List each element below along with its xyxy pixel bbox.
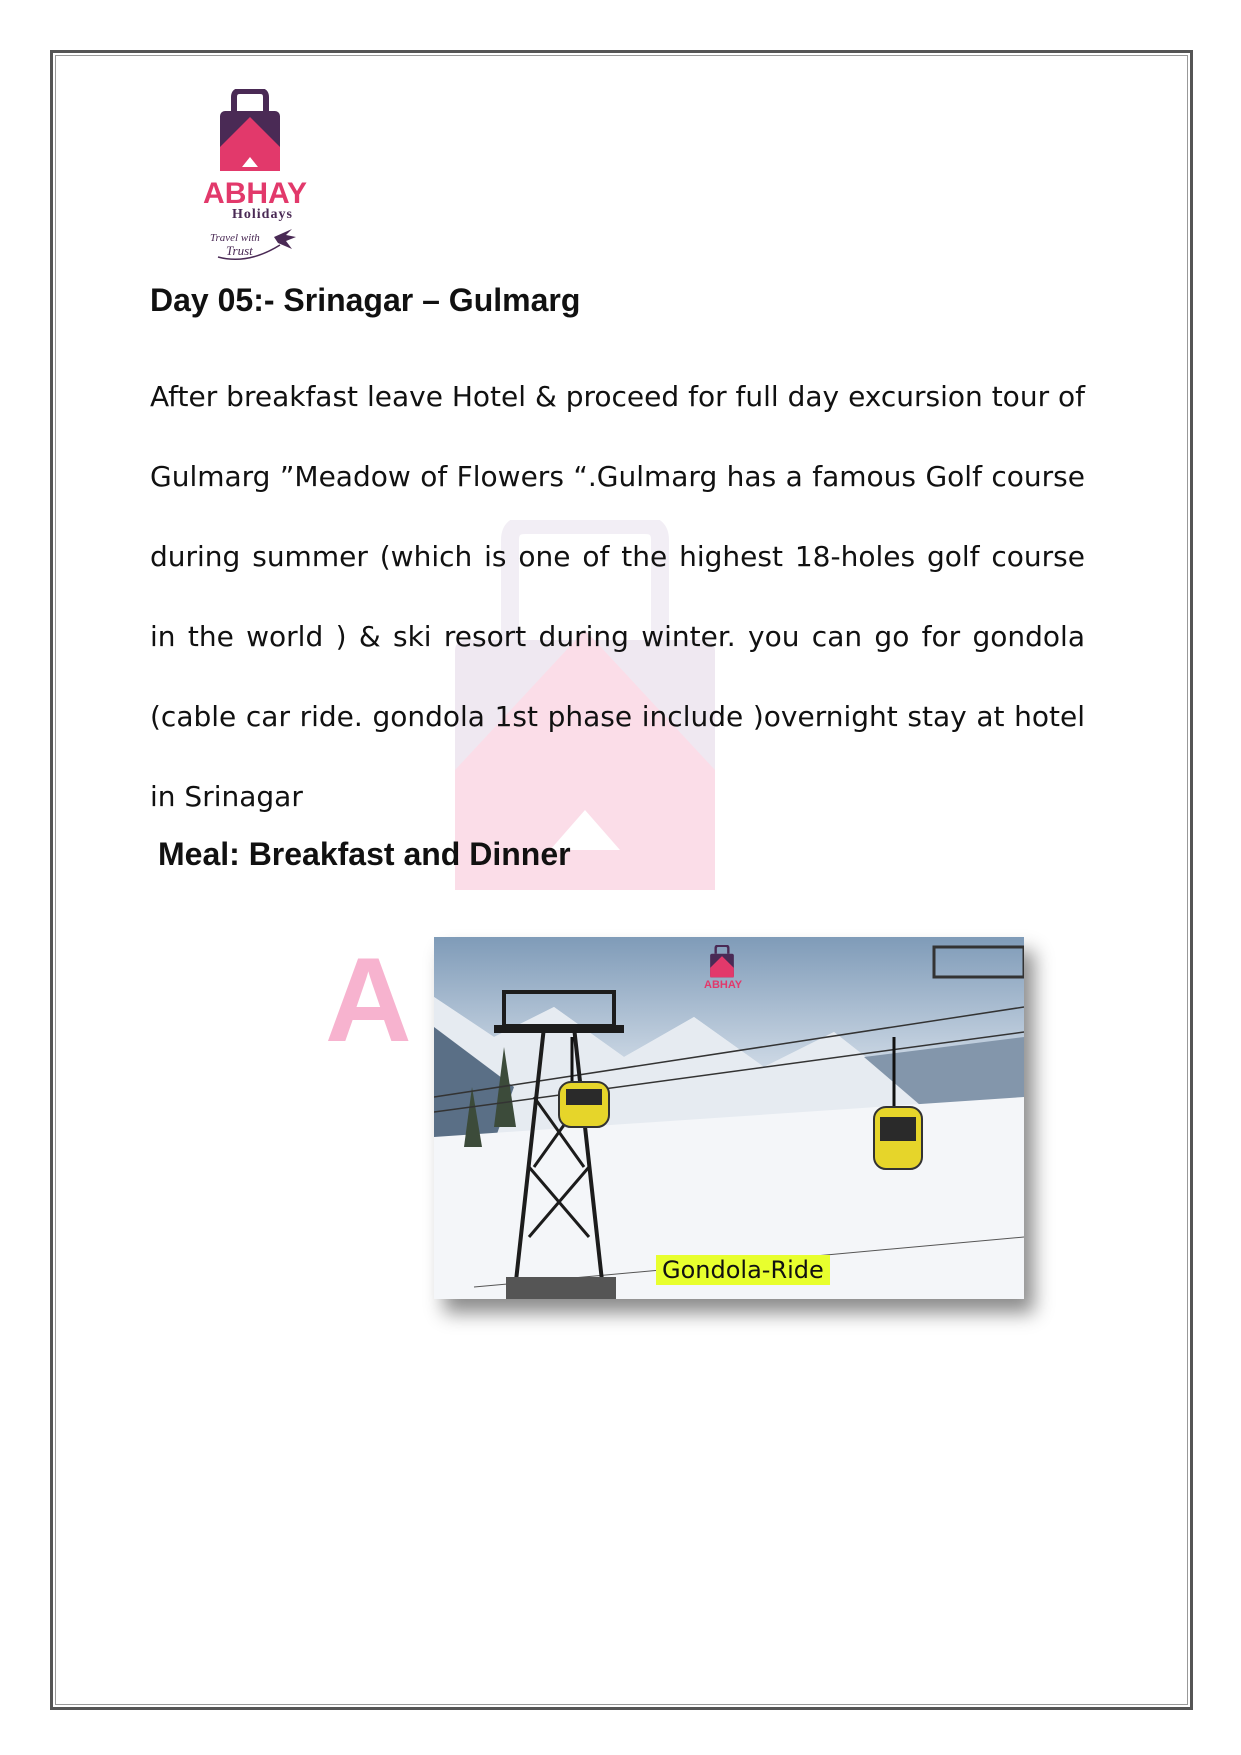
tagline-plane-icon xyxy=(208,223,298,263)
logo-brand: ABHAY xyxy=(203,177,307,210)
company-logo xyxy=(190,85,320,265)
bag-icon xyxy=(218,89,282,175)
svg-text:Trust: Trust xyxy=(226,243,253,258)
svg-text:Travel with: Travel with xyxy=(210,232,260,244)
gondola-photo xyxy=(434,937,1024,1299)
day-title: Day 05:- Srinagar – Gulmarg xyxy=(150,282,581,318)
photo-logo-text: ABHAY xyxy=(704,979,743,991)
watermark-letter: A xyxy=(325,933,412,1067)
photo-caption: Gondola-Ride xyxy=(656,1255,830,1285)
meal-info: Meal: Breakfast and Dinner xyxy=(158,836,571,872)
logo-subtitle: Holidays xyxy=(232,207,293,222)
day-description: After breakfast leave Hotel & proceed for full day excursion tour of Gulmarg ”Meadow of Flowers “.Gulmarg has a famous Golf course during summer (which is one of the highest 18-holes golf course in the world ) & ski resort during winter. you can go for gondola (cable car ride. gondola 1st phase include )overnight stay at hotel in Srinagar xyxy=(150,380,1085,813)
photo-logo-icon xyxy=(709,945,735,979)
